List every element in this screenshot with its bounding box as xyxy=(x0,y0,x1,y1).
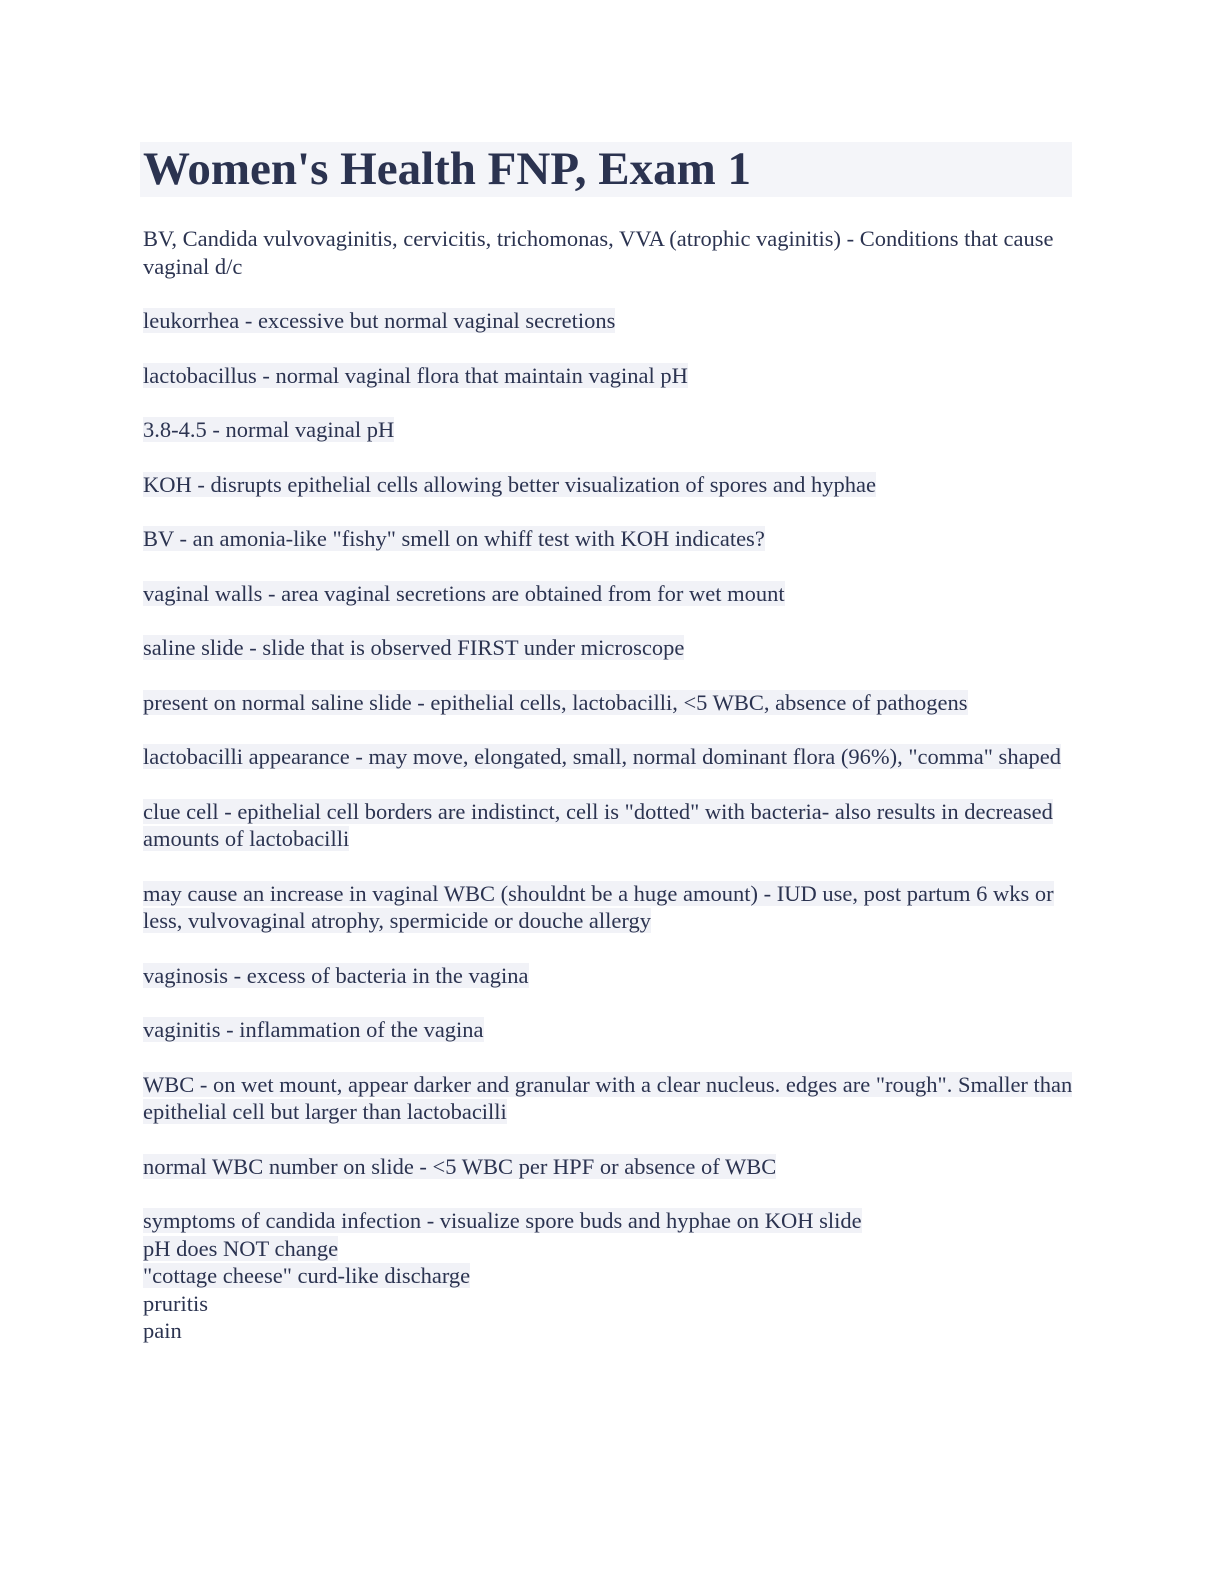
flashcard-line xyxy=(143,1207,1074,1235)
flashcard-text: normal WBC number on slide - <5 WBC per HPF or absence of WBC xyxy=(143,1153,777,1179)
flashcard-text: KOH - disrupts epithelial cells allowing better visualization of spores and hyphae xyxy=(143,471,876,497)
flashcard-text: clue cell - epithelial cell borders are indistinct, cell is "dotted" with bacteria- also results in decreased amounts of lactobacilli xyxy=(143,798,1053,851)
flashcard-text: "cottage cheese" curd-like discharge xyxy=(143,1263,471,1288)
flashcard-entry xyxy=(143,798,1074,853)
document-title: Women's Health FNP, Exam 1 xyxy=(143,143,751,195)
flashcard-entry xyxy=(143,1016,1074,1044)
flashcard-entry xyxy=(143,471,1074,499)
flashcard-text: lactobacillus - normal vaginal flora that maintain vaginal pH xyxy=(143,362,688,388)
flashcard-text: may cause an increase in vaginal WBC (shouldnt be a huge amount) - IUD use, post partum 6 wks or less, vulvovaginal atrophy, spermicide or douche allergy xyxy=(143,880,1054,933)
flashcard-line xyxy=(143,1290,1074,1318)
flashcard-text: pain xyxy=(143,1318,182,1343)
flashcard-entry xyxy=(143,307,1074,335)
flashcard-line xyxy=(143,1317,1074,1345)
flashcard-text: BV, Candida vulvovaginitis, cervicitis, trichomonas, VVA (atrophic vaginitis) - Conditions that cause vaginal d/c xyxy=(143,226,1054,279)
title-banner xyxy=(140,142,1072,197)
flashcard-entry xyxy=(143,225,1074,280)
flashcard-list xyxy=(140,225,1074,1345)
flashcard-text: lactobacilli appearance - may move, elongated, small, normal dominant flora (96%), "comma" shaped xyxy=(143,744,1062,769)
flashcard-text: leukorrhea - excessive but normal vaginal secretions xyxy=(143,308,616,333)
flashcard-entry xyxy=(143,580,1074,608)
flashcard-entry xyxy=(143,880,1074,935)
flashcard-text: WBC - on wet mount, appear darker and granular with a clear nucleus. edges are "rough". Smaller than epithelial cell but larger than lactobacilli xyxy=(143,1071,1073,1124)
flashcard-text: pruritis xyxy=(143,1290,208,1316)
flashcard-entry xyxy=(143,362,1074,390)
flashcard-line xyxy=(143,1262,1074,1290)
flashcard-text: saline slide - slide that is observed FIRST under microscope xyxy=(143,635,685,660)
flashcard-entry xyxy=(143,743,1074,771)
flashcard-entry xyxy=(143,689,1074,717)
flashcard-entry xyxy=(143,525,1074,553)
flashcard-text: vaginosis - excess of bacteria in the vagina xyxy=(143,962,529,988)
flashcard-text: symptoms of candida infection - visualize spore buds and hyphae on KOH slide xyxy=(143,1208,862,1233)
flashcard-text: BV - an amonia-like "fishy" smell on whiff test with KOH indicates? xyxy=(143,526,765,551)
flashcard-text: vaginal walls - area vaginal secretions are obtained from for wet mount xyxy=(143,580,785,606)
flashcard-text: 3.8-4.5 - normal vaginal pH xyxy=(143,417,395,442)
flashcard-entry xyxy=(143,634,1074,662)
flashcard-entry xyxy=(143,1153,1074,1181)
flashcard-entry xyxy=(143,416,1074,444)
flashcard-entry-multiline xyxy=(143,1207,1074,1345)
flashcard-line xyxy=(143,1235,1074,1263)
flashcard-text: vaginitis - inflammation of the vagina xyxy=(143,1017,484,1042)
flashcard-entry xyxy=(143,1071,1074,1126)
flashcard-entry xyxy=(143,962,1074,990)
flashcard-text: present on normal saline slide - epithelial cells, lactobacilli, <5 WBC, absence of pathogens xyxy=(143,689,968,715)
document-page xyxy=(140,142,1074,1372)
flashcard-text: pH does NOT change xyxy=(143,1235,339,1261)
